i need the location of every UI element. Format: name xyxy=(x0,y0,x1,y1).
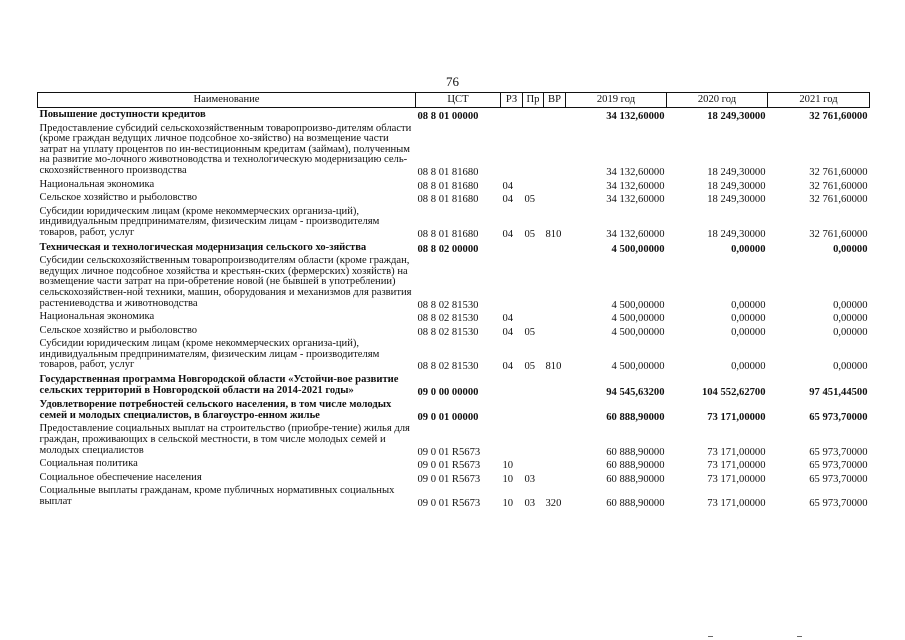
header-vr: ВР xyxy=(544,93,566,108)
row-2019: 94 545,63200 xyxy=(606,386,665,398)
row-pr xyxy=(523,373,544,398)
row-vr: 810 xyxy=(545,361,562,373)
row-2020: 18 249,30000 xyxy=(707,194,766,206)
row-2020: 0,00000 xyxy=(731,243,766,255)
row-rz: 04 xyxy=(502,313,514,325)
row-name: Национальная экономика xyxy=(39,311,155,323)
row-2019: 34 132,60000 xyxy=(606,194,665,206)
row-2021: 0,00000 xyxy=(833,326,868,338)
row-rz: 04 xyxy=(502,361,514,373)
row-cst: 09 0 01 R5673 xyxy=(417,460,481,472)
row-cst: 09 0 00 00000 xyxy=(417,386,479,398)
row-pr xyxy=(523,179,544,193)
table-row xyxy=(38,325,870,339)
row-vr xyxy=(544,311,566,325)
row-2021: 32 761,60000 xyxy=(809,194,868,206)
row-pr xyxy=(523,123,544,179)
row-2020: 18 249,30000 xyxy=(707,180,766,192)
row-name: Сельское хозяйство и рыболовство xyxy=(39,324,198,336)
header-pr: Пр xyxy=(523,93,544,108)
header-2019: 2019 год xyxy=(566,93,667,108)
row-2020: 73 171,00000 xyxy=(707,411,766,423)
row-vr xyxy=(544,255,566,311)
row-rz xyxy=(501,373,523,398)
row-cst: 09 0 01 R5673 xyxy=(417,473,481,485)
table-row xyxy=(38,458,870,472)
table-row xyxy=(38,241,870,256)
row-rz xyxy=(501,241,523,256)
row-name: Субсидии юридическим лицам (кроме некоммерческих организа-ций), индивидуальным предпринимателям, физическим лицам - производителям товаров, работ, услуг xyxy=(39,338,380,371)
row-vr xyxy=(544,472,566,486)
row-cst: 08 8 01 81680 xyxy=(417,194,479,206)
table-row xyxy=(38,123,870,179)
row-2019: 60 888,90000 xyxy=(606,411,665,423)
row-cst: 09 0 01 R5673 xyxy=(417,446,481,458)
row-vr: 320 xyxy=(545,498,562,509)
row-name: Социальное обеспечение населения xyxy=(39,471,202,483)
row-2021: 32 761,60000 xyxy=(809,111,868,122)
table-row xyxy=(38,472,870,486)
table-row xyxy=(38,311,870,325)
row-2021: 65 973,70000 xyxy=(809,473,868,485)
row-2021: 0,00000 xyxy=(833,361,868,373)
row-name: Сельское хозяйство и рыболовство xyxy=(39,192,198,204)
row-2020: 0,00000 xyxy=(731,313,766,325)
row-2020: 18 249,30000 xyxy=(707,228,766,240)
row-2021: 32 761,60000 xyxy=(809,228,868,240)
row-name: Национальная экономика xyxy=(39,178,155,190)
row-2019: 60 888,90000 xyxy=(606,473,665,485)
row-2019: 4 500,00000 xyxy=(611,313,665,325)
row-2020: 73 171,00000 xyxy=(707,498,766,509)
row-name: Социальная политика xyxy=(39,458,138,470)
row-vr xyxy=(544,241,566,256)
row-name: Социальные выплаты гражданам, кроме публичных нормативных социальных выплат xyxy=(39,485,395,507)
row-2020: 73 171,00000 xyxy=(707,460,766,472)
row-pr xyxy=(523,398,544,423)
row-2019: 4 500,00000 xyxy=(611,326,665,338)
row-vr xyxy=(544,373,566,398)
row-rz xyxy=(501,255,523,311)
row-2019: 34 132,60000 xyxy=(606,180,665,192)
row-name: Предоставление социальных выплат на строительство (приобре-тение) жилья для граждан, проживающих в сельской местности, в том числе молодых семей и молодых специалистов xyxy=(39,423,410,456)
row-2019: 34 132,60000 xyxy=(606,166,665,178)
row-name: Предоставление субсидий сельскохозяйственным товаропроизво-дителям области (кроме граждан ведущих личное подсобное хо-зяйство) на возмещение части затрат на уплату процентов по ин-вестиционным кредитам (займам), полученным на развитие мо-лочного животноводства и технологическую модернизацию сель-скохозяйственного производства xyxy=(39,122,412,176)
row-vr xyxy=(544,398,566,423)
row-vr: 810 xyxy=(545,228,562,240)
table-header xyxy=(38,93,870,108)
row-rz: 04 xyxy=(502,194,514,206)
row-pr xyxy=(523,423,544,458)
row-rz: 10 xyxy=(502,498,514,509)
row-name: Удовлетворение потребностей сельского населения, в том числе молодых семей и молодых специалистов, в благоустро-енном жилье xyxy=(39,399,392,421)
row-cst: 08 8 01 81680 xyxy=(417,166,479,178)
scan-mark xyxy=(797,636,802,637)
row-cst: 09 0 01 00000 xyxy=(417,411,479,423)
row-name: Повышение доступности кредитов xyxy=(39,109,206,120)
row-vr xyxy=(544,123,566,179)
row-2021: 97 451,44500 xyxy=(809,386,868,398)
row-rz xyxy=(501,423,523,458)
header-2020: 2020 год xyxy=(667,93,768,108)
row-2019: 4 500,00000 xyxy=(611,243,665,255)
header-name: Наименование xyxy=(38,93,416,108)
row-2021: 65 973,70000 xyxy=(809,498,868,509)
header-cst: ЦСТ xyxy=(416,93,501,108)
row-2019: 60 888,90000 xyxy=(606,498,665,509)
row-2021: 65 973,70000 xyxy=(809,460,868,472)
row-cst: 08 8 02 81530 xyxy=(417,326,479,338)
row-rz: 04 xyxy=(502,180,514,192)
row-2019: 60 888,90000 xyxy=(606,460,665,472)
header-rz: РЗ xyxy=(501,93,523,108)
row-2019: 4 500,00000 xyxy=(611,361,665,373)
row-2019: 60 888,90000 xyxy=(606,446,665,458)
row-cst: 08 8 02 81530 xyxy=(417,361,479,373)
row-pr: 05 xyxy=(524,361,536,373)
row-vr xyxy=(544,179,566,193)
row-cst: 08 8 01 81680 xyxy=(417,228,479,240)
row-vr xyxy=(544,108,566,123)
row-pr xyxy=(523,241,544,256)
row-2020: 0,00000 xyxy=(731,299,766,311)
row-2020: 18 249,30000 xyxy=(707,166,766,178)
row-pr xyxy=(523,108,544,123)
row-2020: 0,00000 xyxy=(731,361,766,373)
budget-table xyxy=(37,92,870,510)
row-rz xyxy=(501,123,523,179)
row-pr: 05 xyxy=(524,228,536,240)
row-2020: 73 171,00000 xyxy=(707,473,766,485)
row-rz: 10 xyxy=(502,473,514,485)
row-name: Субсидии сельскохозяйственным товаропроизводителям области (кроме граждан, ведущих личное подсобное хозяйства и крестьян-ских (фермерских) хозяйств) на возмещение части затрат на при-обретение новой (не бывшей в употреблении) сельскохозяйствен-ной техники, машин, оборудования и механизмов для развития растениеводства и животноводства xyxy=(39,255,412,309)
row-vr xyxy=(544,458,566,472)
row-2021: 0,00000 xyxy=(833,299,868,311)
row-pr: 03 xyxy=(524,473,536,485)
row-vr xyxy=(544,192,566,206)
row-rz: 04 xyxy=(502,228,514,240)
row-2021: 65 973,70000 xyxy=(809,446,868,458)
header-2021: 2021 год xyxy=(768,93,870,108)
row-cst: 09 0 01 R5673 xyxy=(417,498,481,509)
row-name: Техническая и технологическая модернизация сельского хо-зяйства xyxy=(39,241,367,253)
row-pr xyxy=(523,311,544,325)
row-2020: 18 249,30000 xyxy=(707,111,766,122)
row-2019: 34 132,60000 xyxy=(606,228,665,240)
table-row xyxy=(38,373,870,398)
row-2020: 0,00000 xyxy=(731,326,766,338)
page-number: 76 xyxy=(446,74,459,89)
row-cst: 08 8 02 00000 xyxy=(417,243,479,255)
row-rz xyxy=(501,108,523,123)
row-rz: 10 xyxy=(502,460,514,472)
row-pr: 03 xyxy=(524,498,536,509)
table-row xyxy=(38,206,870,241)
row-pr xyxy=(523,458,544,472)
table-row xyxy=(38,179,870,193)
row-vr xyxy=(544,325,566,339)
row-cst: 08 8 02 81530 xyxy=(417,299,479,311)
row-pr: 05 xyxy=(524,194,536,206)
table-row xyxy=(38,338,870,373)
row-2019: 34 132,60000 xyxy=(606,111,665,122)
row-2021: 32 761,60000 xyxy=(809,180,868,192)
row-2020: 104 552,62700 xyxy=(701,386,766,398)
row-2021: 0,00000 xyxy=(833,243,868,255)
row-name: Государственная программа Новгородской области «Устойчи-вое развитие сельских территорий в Новгородской области на 2014-2021 годы» xyxy=(39,374,399,396)
table-row xyxy=(38,485,870,509)
table-row xyxy=(38,192,870,206)
scan-mark xyxy=(708,636,713,637)
table-row xyxy=(38,108,870,123)
row-pr xyxy=(523,255,544,311)
table-row xyxy=(38,255,870,311)
row-2020: 73 171,00000 xyxy=(707,446,766,458)
row-vr xyxy=(544,423,566,458)
table-row xyxy=(38,423,870,458)
row-2021: 32 761,60000 xyxy=(809,166,868,178)
table-body xyxy=(38,108,870,510)
row-pr: 05 xyxy=(524,326,536,338)
row-rz xyxy=(501,398,523,423)
row-name: Субсидии юридическим лицам (кроме некоммерческих организа-ций), индивидуальным предпринимателям, физическим лицам - производителям товаров, работ, услуг xyxy=(39,205,380,238)
row-cst: 08 8 01 81680 xyxy=(417,180,479,192)
row-2021: 65 973,70000 xyxy=(809,411,868,423)
row-cst: 08 8 02 81530 xyxy=(417,313,479,325)
row-2021: 0,00000 xyxy=(833,313,868,325)
row-2019: 4 500,00000 xyxy=(611,299,665,311)
table-row xyxy=(38,398,870,423)
row-cst: 08 8 01 00000 xyxy=(417,111,479,122)
row-rz: 04 xyxy=(502,326,514,338)
